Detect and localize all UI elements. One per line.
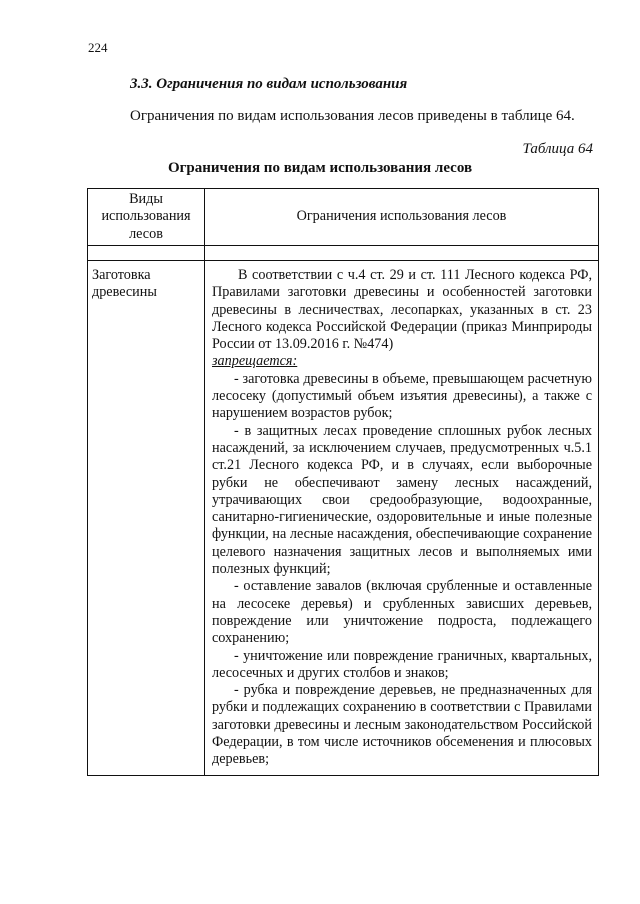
table-caption: Таблица 64	[522, 141, 593, 157]
table-header-row	[88, 189, 599, 246]
table-title: Ограничения по видам использования лесов	[167, 160, 473, 176]
restrictions-table	[87, 188, 599, 776]
spacer-cell	[88, 246, 205, 261]
section-heading: 3.3. Ограничения по видам использования	[130, 76, 408, 92]
table-spacer-row	[88, 246, 599, 261]
table-row	[88, 261, 599, 776]
restriction-item: - оставление завалов (включая срубленные и оставленные на лесосеке деревья) и срубленных зависших деревьев, повреждение или уничтожение подроста, подлежащего сохранению;	[212, 578, 592, 647]
page-number: 224	[88, 40, 108, 55]
legal-basis-paragraph: В соответствии с ч.4 ст. 29 и ст. 111 Лесного кодекса РФ, Правилами заготовки древесины и особенностей заготовки древесины в лесничествах, лесопарках, указанных в ст. 23 Лесного кодекса Российской Федерации (приказ Минприроды России от 13.09.2016 г. №474)	[212, 267, 592, 353]
header-cell-usage-types: Виды использования лесов	[88, 189, 205, 246]
restriction-item: - в защитных лесах проведение сплошных рубок лесных насаждений, за исключением случаев, предусмотренных ч.5.1 ст.21 Лесного кодекса РФ, и в случаях, если выборочные рубки не обеспечивают замену лесных насаждений, утрачивающих свои средообразующие, водоохранные, санитарно-гигиенические, оздоровительные и иные полезные функции, на лесные насаждения, обеспечивающие сохранение целевого назначения защитных лесов и выполняемых ими полезных функций;	[212, 422, 592, 578]
intro-paragraph: Ограничения по видам использования лесов приведены в таблице 64.	[130, 108, 575, 124]
restriction-item: - рубка и повреждение деревьев, не предназначенных для рубки и подлежащих сохранению в соответствии с Правилами заготовки древесины и лесным законодательством Российской Федерации, в том числе источников обсеменения и плюсовых деревьев;	[212, 682, 592, 768]
restriction-item: - уничтожение или повреждение граничных, квартальных, лесосечных и других столбов и знаков;	[212, 647, 592, 681]
restrictions-cell	[205, 261, 599, 776]
header-cell-restrictions: Ограничения использования лесов	[205, 189, 599, 246]
restriction-item: - заготовка древесины в объеме, превышающем расчетную лесосеку (допустимый объем изъятия древесины), а также с нарушением возрастов рубок;	[212, 370, 592, 422]
row-label-timber-harvesting: Заготовка древесины	[88, 261, 205, 776]
forbidden-label: запрещается:	[212, 353, 298, 370]
spacer-cell	[205, 246, 599, 261]
